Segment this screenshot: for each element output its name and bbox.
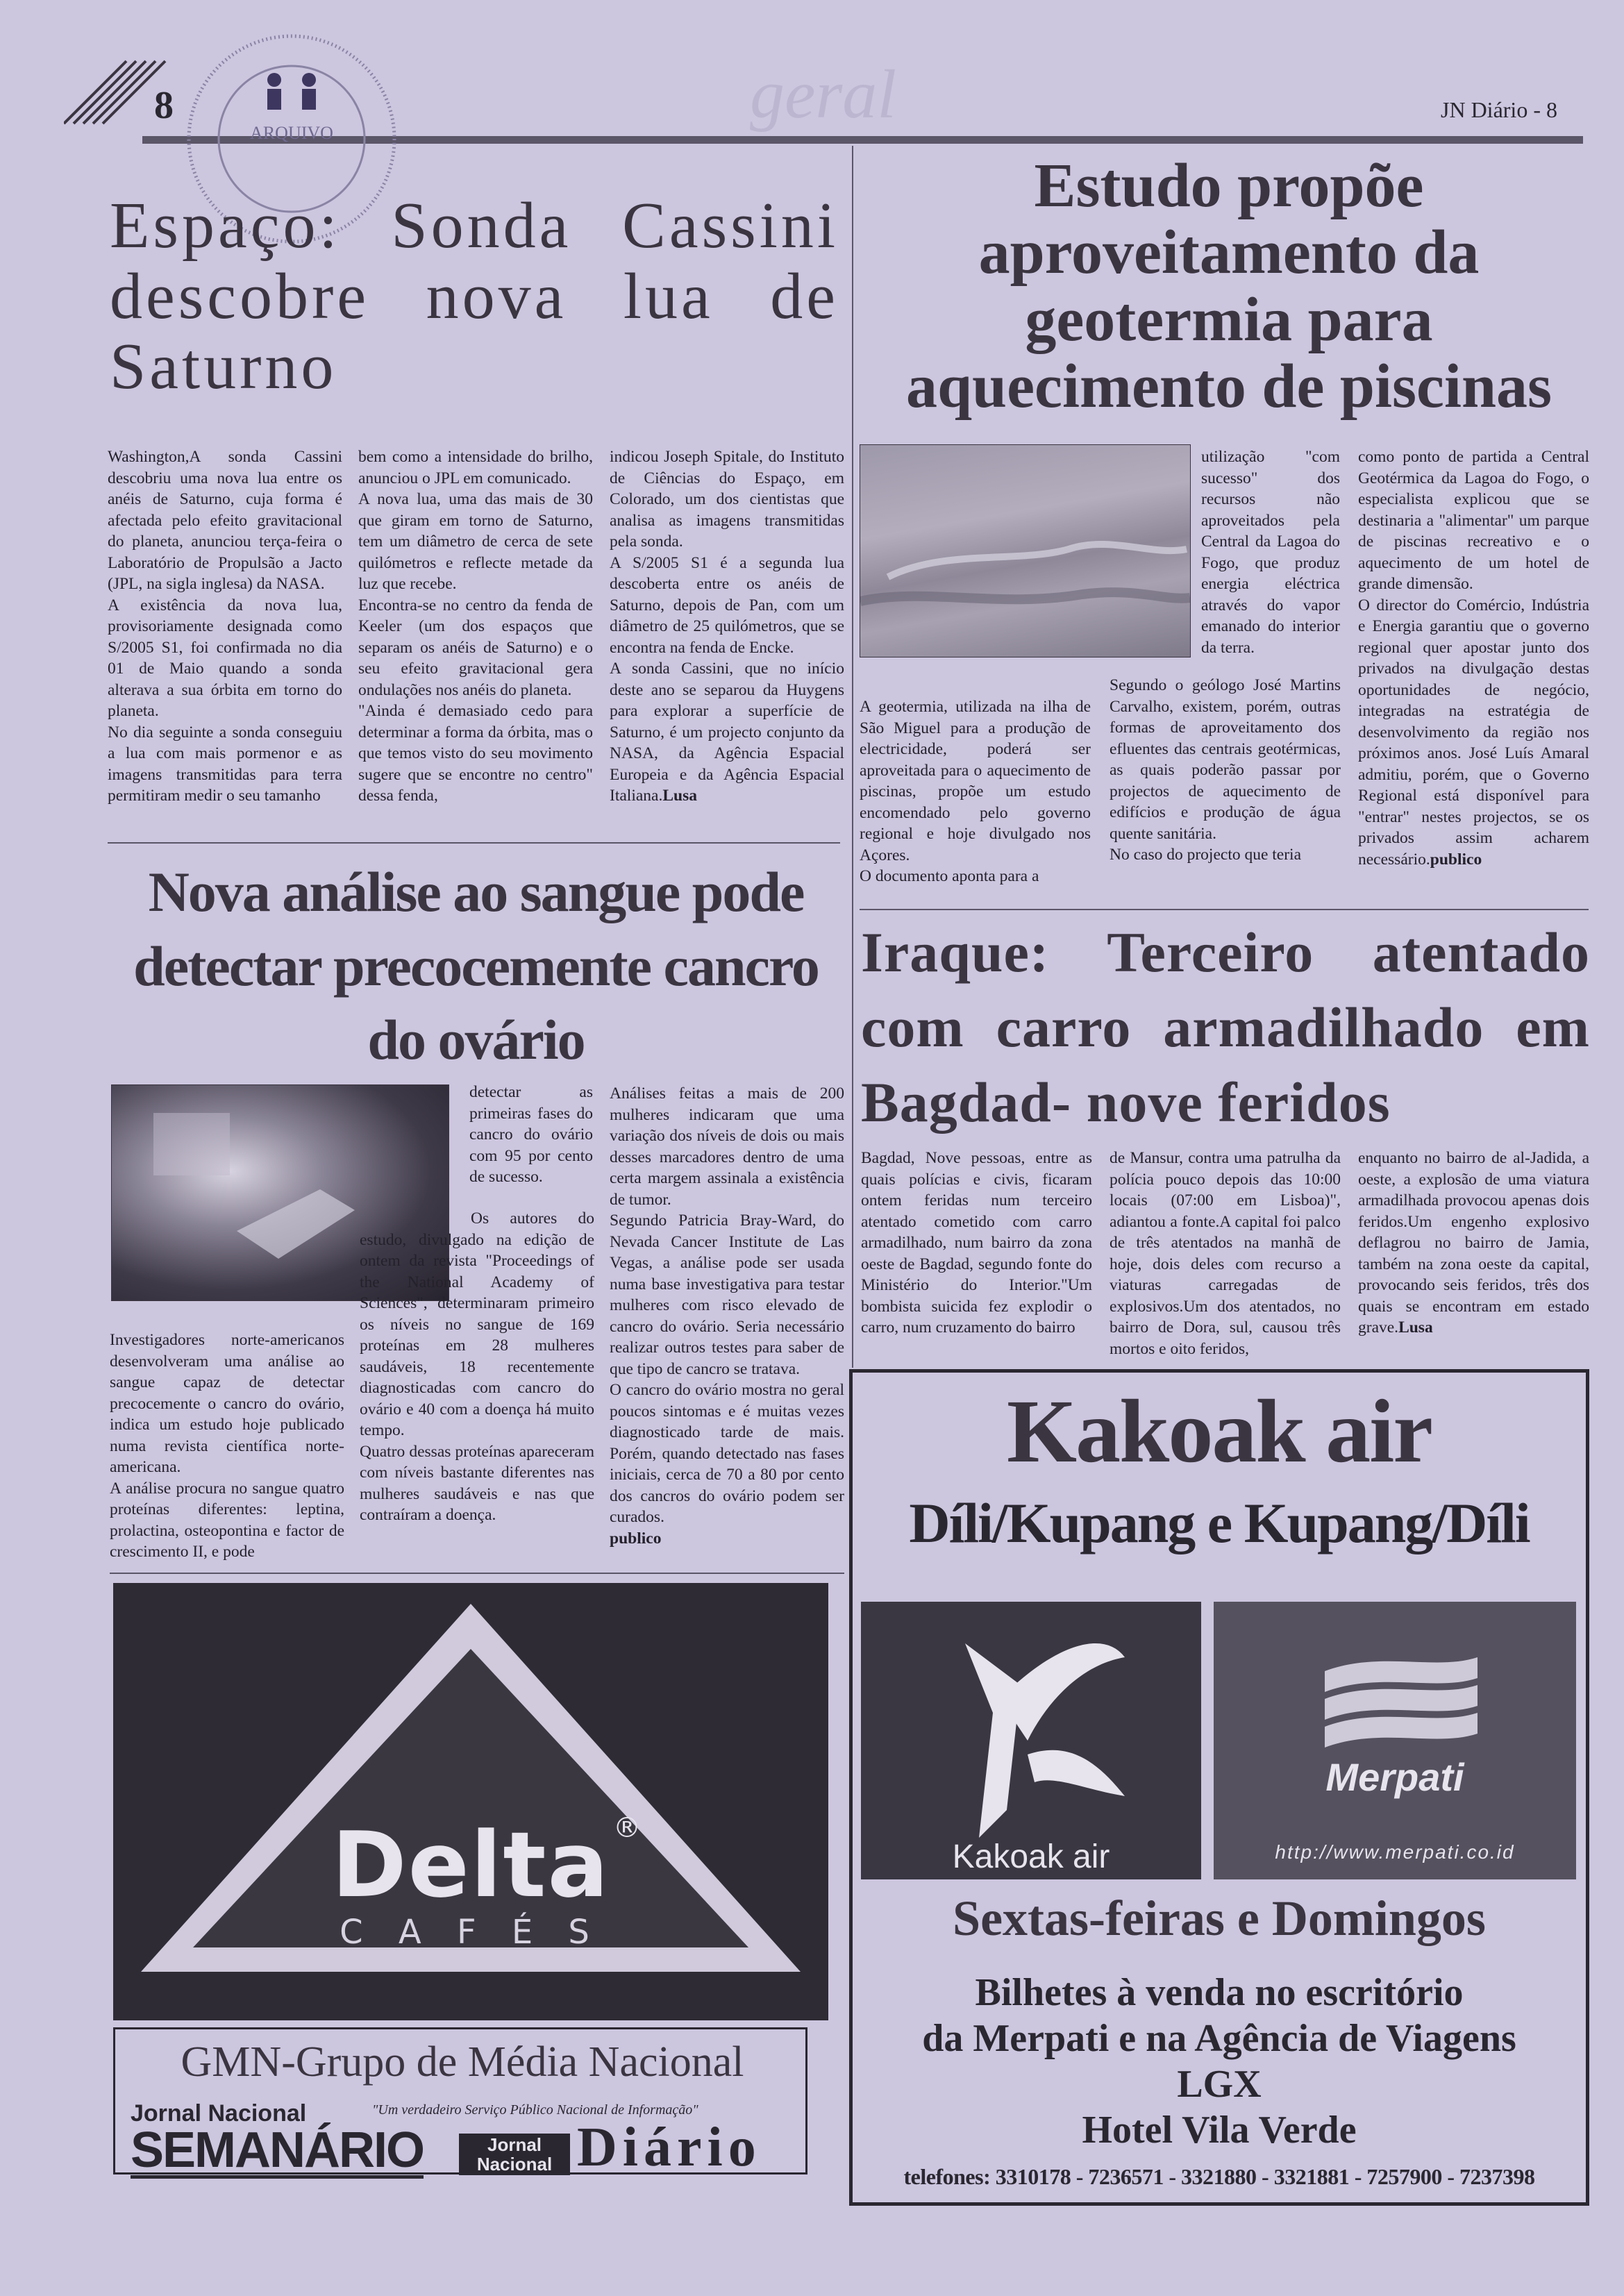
cassini-col-3: indicou Joseph Spitale, do Instituto de Ciências do Espaço, em Colorado, um dos cientistas que analisa as imagens transmitidas pela sonda. A S/2005 S1 é a segunda lua descoberta entre os anéis de Saturno, depois de Pan, com um diâmetro de 25 quilómetros, que se encontra na fenda de Encke. A sonda Cassini, que no início deste ano se separou da Huygens para explorar a superfície de Saturno, é um projecto conjunto da NASA, da Agência Espacial Europeia e da Agência Espacial Italiana.Lusa [610, 448, 844, 805]
gmn-jornal-badge: Jornal Nacional [459, 2134, 570, 2175]
kakoak-logo-text: Kakoak air [952, 1838, 1110, 1875]
cassini-col-1: Washington,A sonda Cassini descobriu uma nova lua entre os anéis de Saturno, cuja forma é afectada pelo efeito gravitacional do planeta, anunciou terça-feira o Laboratório de Propulsão a Jacto (JPL, na sigla inglesa) da NASA. A existência da nova lua, provisoriamente designada como S/2005 S1, foi confirmada no dia 01 de Maio quando a sonda alterava a sua órbita em torno do planeta. No dia seguinte a sonda conseguiu a lua com mais pormenor e as imagens transmitidas para terra permitiram medir o seu tamanho [108, 448, 342, 805]
svg-text:ARQUIVO: ARQUIVO [250, 123, 333, 143]
gmn-ad [113, 2027, 807, 2178]
ovario-col-1: Investigadores norte-americanos desenvolveram uma análise ao sangue capaz de detectar precocemente o cancro do ovário, indica um estudo hoje publicado numa revista científica norte-americana. A análise procura no sangue quatro proteínas diferentes: leptina, prolactina, osteopontina e factor de crescimento II, e pode [110, 1331, 344, 1561]
page-number: 8 [154, 84, 174, 127]
delta-cafes-text: C A F É S [340, 1913, 602, 1952]
gmn-title: GMN-Grupo de Média Nacional [181, 2038, 744, 2086]
kakoak-logo-panel [861, 1602, 1201, 1879]
merpati-url[interactable]: http://www.merpati.co.id [1275, 1841, 1515, 1863]
ovario-headline: Nova análise ao sangue pode detectar precocemente cancro do ovário [133, 860, 819, 1072]
cassini-source: Lusa [662, 787, 697, 805]
cassini-bottom-rule [108, 842, 840, 844]
kakoak-route: Díli/Kupang e Kupang/Díli [909, 1491, 1530, 1555]
geotermia-col-2b: Segundo o geólogo José Martins Carvalho, existem, porém, outras formas de aproveitamento dos efluentes das centrais geotérmicas, as quais poderão passar por projectos de aquecimento de edifícios e produção de água quente sanitária. No caso do projecto que teria [1110, 676, 1341, 864]
ovario-col-2a: detectar as primeiras fases do cancro do ovário com 95 por cento de sucesso. [469, 1083, 593, 1186]
ovario-source: publico [610, 1529, 662, 1548]
iraque-headline: Iraque: Terceiro atentado com carro armadilhado em Bagdad- nove feridos [861, 921, 1590, 1134]
delta-ad [113, 1583, 828, 2020]
iraque-col-1: Bagdad, Nove pessoas, entre as quais polícias e civis, ficaram ontem feridas num terceiro atentado cometido com carro armadilhado, num bairro da zona oeste de Bagdad, segundo fonte do Ministério do Interior."Um bombista suicida fez explodir o carro, num cruzamento do bairro [861, 1149, 1092, 1336]
gmn-slogan: "Um verdadeiro Serviço Público Nacional de Informação" [372, 2102, 698, 2118]
geotermia-photo [860, 444, 1191, 657]
kakoak-ad [849, 1369, 1589, 2206]
page-label: JN Diário - 8 [1441, 97, 1557, 122]
kakoak-days: Sextas-feiras e Domingos [953, 1891, 1486, 1946]
section-title: geral [750, 56, 897, 133]
gmn-semanario: SEMANÁRIO [131, 2122, 424, 2178]
merpati-panel [1214, 1602, 1576, 1879]
iraque-col-2: de Mansur, contra uma patrulha da polícia pouco depois das 10:00 locais (07:00 em Lisboa)", adiantou a fonte.A capital foi palco de três atentados na manhã de hoje, dois deles com recurso a viaturas carregadas de explosivos.Um dos atentados, no bairro de Dora, sul, causou três mortos e oito feridos, [1110, 1149, 1341, 1358]
delta-logo-text: Delta [331, 1812, 610, 1918]
kakoak-tickets-info: Bilhetes à venda no escritório da Merpati e na Agência de Viagens LGX Hotel Vila Verde [922, 1971, 1516, 2152]
geotermia-source: publico [1430, 850, 1482, 869]
iraque-col-3: enquanto no bairro de al-Jadida, a oeste, a explosão de uma viatura armadilhada provocou apenas dois feridos.Um engenho explosivo deflagrou no bairro de Jamia, também na zona oeste da capital, provocando seis feridos, três dos quais se encontram em estado grave.Lusa [1358, 1149, 1589, 1336]
header-hatch-icon [64, 54, 168, 131]
gmn-diario: Diário [577, 2117, 762, 2178]
geotermia-col-3: como ponto de partida a Central Geotérmica da Lagoa do Fogo, o especialista explicou que se destinaria a "alimentar" um parque de piscinas recreativo e o aquecimento de um hotel de grande dimensão. O director do Comércio, Indústria e Energia garantiu que o governo regional quer apostar junto dos privados na divulgação destas oportunidades de negócio, integradas na estratégia de desenvolvimento da região nos próximos anos. José Luís Amaral admitiu, porém, que o Governo Regional está disponível para "entrar" nestes projectos, se os privados assim acharem necessário.publico [1358, 448, 1589, 869]
geotermia-col-2a: utilização "com sucesso" dos recursos não aproveitados pela Central da Lagoa do Fogo, que produz energia eléctrica através do vapor emanado do interior da terra. [1201, 448, 1340, 657]
delta-registered-mark: ® [613, 1812, 641, 1844]
ovario-col-2b: Os autores do estudo, divulgado na edição de ontem da revista "Proceedings of the National Academy of Sciences", determinaram primeiro os níveis no sangue de 169 proteínas em 28 mulheres saudáveis, 18 recentemente diagnosticadas com cancro do ovário e 40 com a doença há muito tempo. Quatro dessas proteínas apareceram com níveis bastante diferentes nas mulheres saudáveis e nas que contraíram a doença. [360, 1209, 594, 1524]
iraque-source: Lusa [1398, 1318, 1433, 1336]
merpati-logo-text: Merpati [1325, 1755, 1464, 1799]
geotermia-col-1: A geotermia, utilizada na ilha de São Miguel para a produção de electricidade, poderá ser aproveitada para o aquecimento de piscinas, propõe um estudo encomendado pelo governo regional e hoje divulgado nos Açores. O documento aponta para a [860, 698, 1091, 885]
gmn-jornal-nacional: Jornal Nacional [131, 2100, 307, 2127]
cassini-headline: Espaço: Sonda Cassini descobre nova lua de Saturno [110, 190, 839, 403]
geotermia-headline: Estudo propõe aproveitamento da geotermia para aquecimento de piscinas [905, 151, 1552, 421]
kakoak-phones: telefones: 3310178 - 7236571 - 3321880 - 3321881 - 7257900 - 7237398 [903, 2164, 1535, 2189]
center-column-rule [852, 146, 853, 1368]
cassini-col-2: bem como a intensidade do brilho, anunciou o JPL em comunicado. A nova lua, uma das mais de 30 que giram em torno de Saturno, tem um diâmetro de cerca de sete quilómetros e reflecte metade da luz que recebe. Encontra-se no centro da fenda de Keeler (um dos espaços que separam os anéis de Saturno) e o seu efeito gravitacional gera ondulações nos anéis do planeta. "Ainda é demasiado cedo para determinar a forma da órbita, mas o que temos visto do seu movimento sugere que se encontre no centro" dessa fenda, [358, 448, 593, 805]
kakoak-title: Kakoak air [1006, 1382, 1432, 1482]
ovario-bottom-rule [110, 1573, 844, 1574]
geotermia-bottom-rule [860, 909, 1589, 910]
ovario-col-3: Análises feitas a mais de 200 mulheres indicaram que uma variação dos níveis de dois ou mais desses marcadores dentro de uma certa margem assinala a existência de tumor. Segundo Patricia Bray-Ward, do Nevada Cancer Institute de Las Vegas, a análise pode ser usada numa base investigativa para testar mulheres com risco elevado de cancro do ovário. Seria necessário realizar outros testes para saber de que tipo de cancro se tratava. O cancro do ovário mostra no geral poucos sintomas e é muitas vezes diagnosticado tarde de mais. Porém, quando detectado nas fases iniciais, cerca de 70 a 80 por cento dos cancros do ovário podem ser curados. publico [610, 1083, 844, 1549]
